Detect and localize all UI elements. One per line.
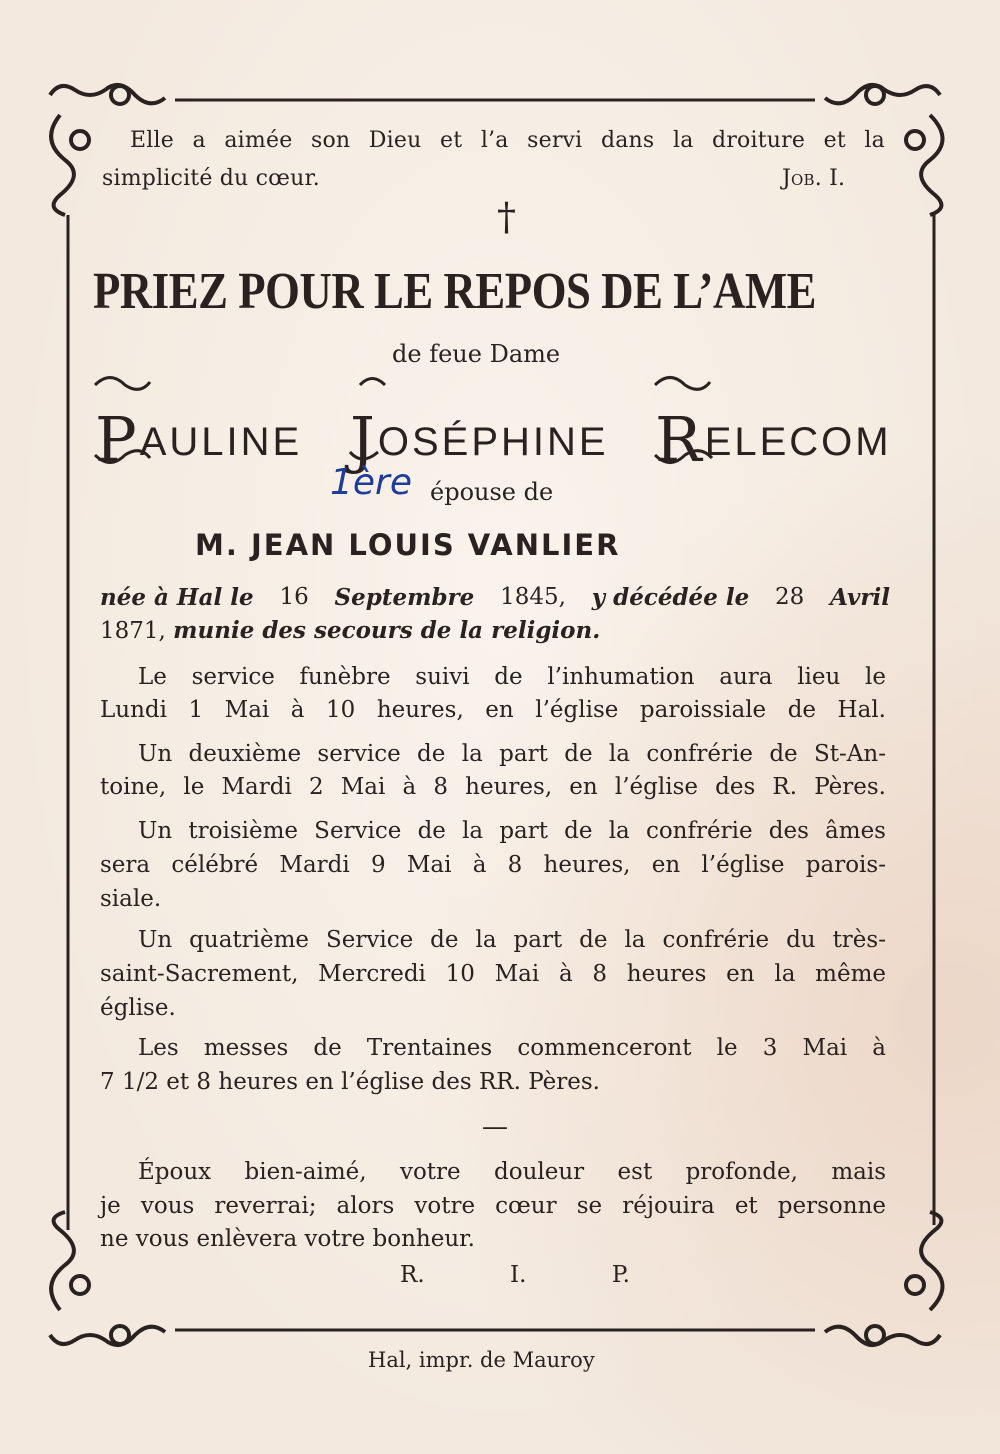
rip-p: P. bbox=[611, 1262, 630, 1288]
surname-initial: R bbox=[655, 403, 705, 476]
spouse-label: épouse de bbox=[430, 478, 554, 506]
middle-name-initial: J bbox=[350, 403, 378, 476]
rip-r: R. bbox=[400, 1262, 425, 1288]
death-label: y décédée le bbox=[591, 584, 750, 611]
service-1-line-1: Le service funèbre suivi de l’inhumation aura lieu le bbox=[138, 664, 886, 690]
middle-name-rest: OSÉPHINE bbox=[377, 420, 609, 464]
subtitle: de feue Dame bbox=[392, 340, 561, 368]
husband-name: M. JEAN LOUIS VANLIER bbox=[195, 528, 621, 562]
service-1-line-2: Lundi 1 Mai à 10 heures, en l’église paroissiale de Hal. bbox=[100, 697, 886, 723]
service-4-line-2: saint-Sacrement, Mercredi 10 Mai à 8 heures en la même bbox=[100, 961, 886, 987]
rip bbox=[400, 1262, 630, 1288]
first-name-initial: P bbox=[95, 403, 140, 476]
death-month: Avril bbox=[830, 584, 890, 611]
birth-year: 1845, bbox=[500, 584, 566, 610]
birth-death-line-2 bbox=[100, 617, 600, 644]
surname-rest: ELECOM bbox=[704, 420, 892, 464]
cross-icon: † bbox=[497, 195, 516, 239]
deceased-name bbox=[95, 397, 303, 476]
service-3-line-2: sera célébré Mardi 9 Mai à 8 heures, en l’église parois- bbox=[100, 852, 886, 878]
separator: — bbox=[482, 1112, 508, 1142]
birth-day: 16 bbox=[279, 584, 309, 610]
printer-credit: Hal, impr. de Mauroy bbox=[368, 1348, 595, 1372]
closing-line-3: ne vous enlèvera votre bonheur. bbox=[100, 1226, 475, 1252]
service-2-line-2: toine, le Mardi 2 Mai à 8 heures, en l’église des R. Pères. bbox=[100, 774, 886, 800]
service-3-line-3: siale. bbox=[100, 886, 162, 912]
spouse-annotation: 1ère bbox=[330, 462, 413, 503]
epigraph-reference: Job. I. bbox=[782, 166, 846, 191]
birth-death-line-1 bbox=[100, 584, 890, 611]
birth-month: Septembre bbox=[334, 584, 475, 611]
service-5-line-2: 7 1/2 et 8 heures en l’église des RR. Pères. bbox=[100, 1069, 600, 1095]
closing-line-1: Époux bien-aimé, votre douleur est profonde, mais bbox=[138, 1159, 886, 1185]
rip-i: I. bbox=[510, 1262, 527, 1288]
service-5-line-1: Les messes de Trentaines commenceront le 3 Mai à bbox=[138, 1035, 886, 1061]
service-3-line-1: Un troisième Service de la part de la confrérie des âmes bbox=[138, 818, 886, 844]
surname bbox=[655, 397, 892, 476]
service-4-line-1: Un quatrième Service de la part de la confrérie du très- bbox=[138, 927, 886, 953]
death-year: 1871, bbox=[100, 618, 166, 644]
page-title: PRIEZ POUR LE REPOS DE L’AME bbox=[93, 263, 817, 320]
service-4-line-3: église. bbox=[100, 995, 176, 1021]
death-day: 28 bbox=[775, 584, 805, 610]
death-note: munie des secours de la religion. bbox=[173, 617, 601, 644]
service-2-line-1: Un deuxième service de la part de la confrérie de St-An- bbox=[138, 741, 886, 767]
closing-line-2: je vous reverrai; alors votre cœur se réjouira et personne bbox=[100, 1193, 886, 1219]
middle-name bbox=[350, 397, 609, 476]
epigraph-line-2: simplicité du cœur. bbox=[102, 166, 320, 191]
birth-place: née à Hal le bbox=[100, 584, 254, 611]
first-name-rest: AULINE bbox=[139, 420, 303, 464]
epigraph-line-1: Elle a aimée son Dieu et l’a servi dans la droiture et la bbox=[130, 128, 885, 153]
